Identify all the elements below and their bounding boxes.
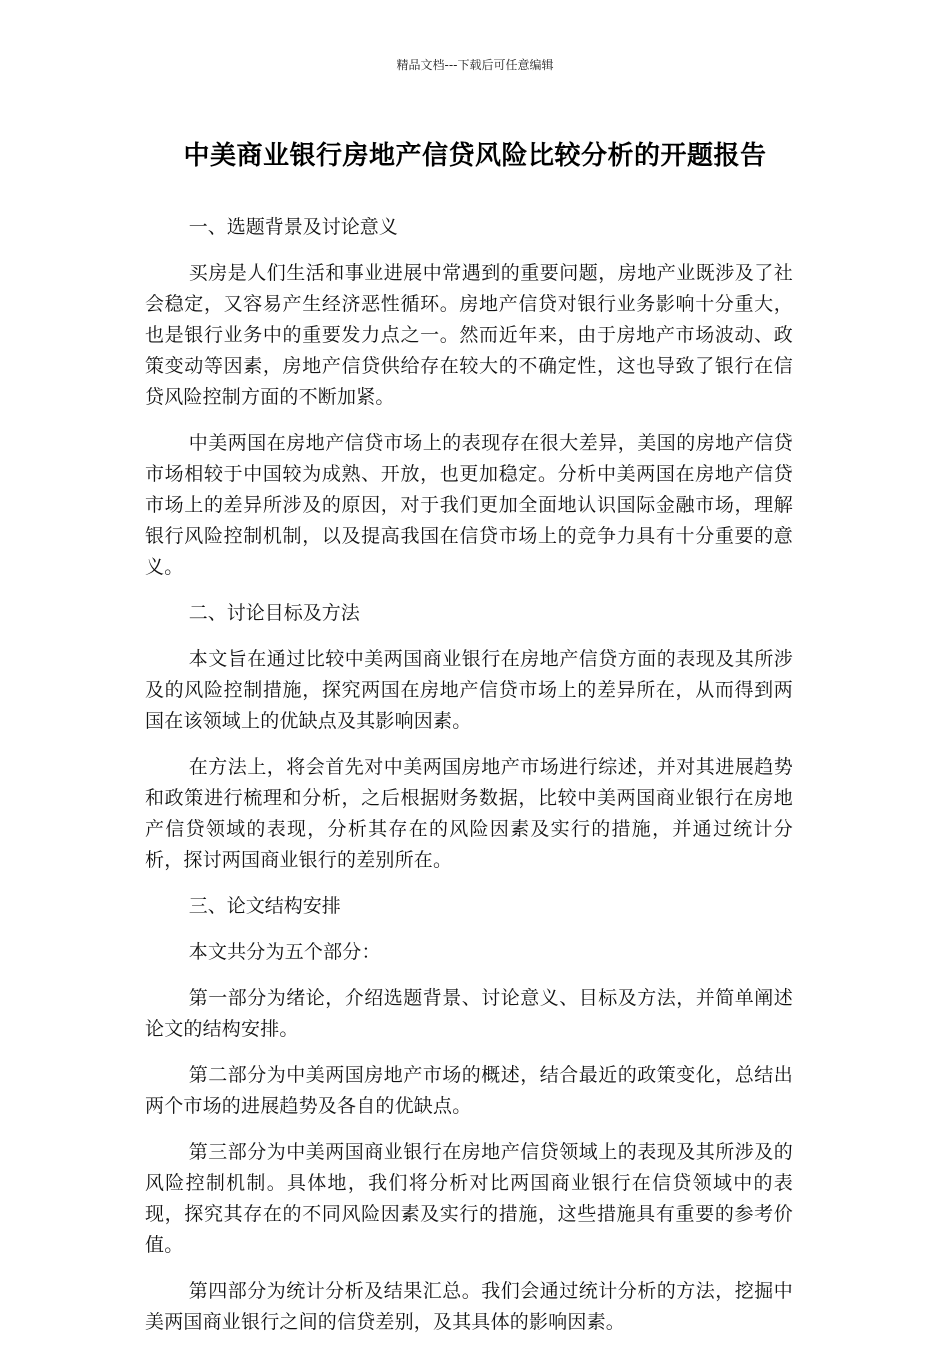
paragraph: 买房是人们生活和事业进展中常遇到的重要问题，房地产业既涉及了社会稳定，又容易产生经济恶性循环。房地产信贷对银行业务影响十分重大，也是银行业务中的重要发力点之一。然而近年来，由于房地产市场波动、政策变动等因素，房地产信贷供给存在较大的不确定性，这也导致了银行在信贷风险控制方面的不断加紧。 bbox=[145, 262, 793, 408]
paragraph: 在方法上，将会首先对中美两国房地产市场进行综述，并对其进展趋势和政策进行梳理和分析，之后根据财务数据，比较中美两国商业银行在房地产信贷领域的表现，分析其存在的风险因素及实行的措施，并通过统计分析，探讨两国商业银行的差别所在。 bbox=[145, 756, 793, 871]
header-watermark: 精品文档---下载后可任意编辑 bbox=[396, 58, 554, 72]
section-heading: 三、论文结构安排 bbox=[188, 895, 341, 917]
paragraph: 本文旨在通过比较中美两国商业银行在房地产信贷方面的表现及其所涉及的风险控制措施，探究两国在房地产信贷市场上的差异所在，从而得到两国在该领域上的优缺点及其影响因素。 bbox=[145, 648, 793, 732]
section-heading: 一、选题背景及讨论意义 bbox=[188, 216, 398, 238]
paragraph: 第一部分为绪论，介绍选题背景、讨论意义、目标及方法，并简单阐述论文的结构安排。 bbox=[145, 987, 793, 1040]
document-body bbox=[145, 212, 793, 1353]
document-title: 中美商业银行房地产信贷风险比较分析的开题报告 bbox=[183, 141, 767, 171]
section-heading: 二、讨论目标及方法 bbox=[188, 602, 360, 624]
paragraph: 第四部分为统计分析及结果汇总。我们会通过统计分析的方法，挖掘中美两国商业银行之间的信贷差别，及其具体的影响因素。 bbox=[145, 1280, 793, 1333]
paragraph: 中美两国在房地产信贷市场上的表现存在很大差异，美国的房地产信贷市场相较于中国较为成熟、开放，也更加稳定。分析中美两国在房地产信贷市场上的差异所涉及的原因，对于我们更加全面地认识国际金融市场，理解银行风险控制机制，以及提高我国在信贷市场上的竞争力具有十分重要的意义。 bbox=[145, 432, 793, 578]
paragraph: 第二部分为中美两国房地产市场的概述，结合最近的政策变化，总结出两个市场的进展趋势及各自的优缺点。 bbox=[145, 1064, 793, 1117]
paragraph: 第三部分为中美两国商业银行在房地产信贷领域上的表现及其所涉及的风险控制机制。具体地，我们将分析对比两国商业银行在信贷领域中的表现，探究其存在的不同风险因素及实行的措施，这些措施具有重要的参考价值。 bbox=[145, 1141, 793, 1256]
paragraph: 本文共分为五个部分： bbox=[188, 941, 381, 963]
